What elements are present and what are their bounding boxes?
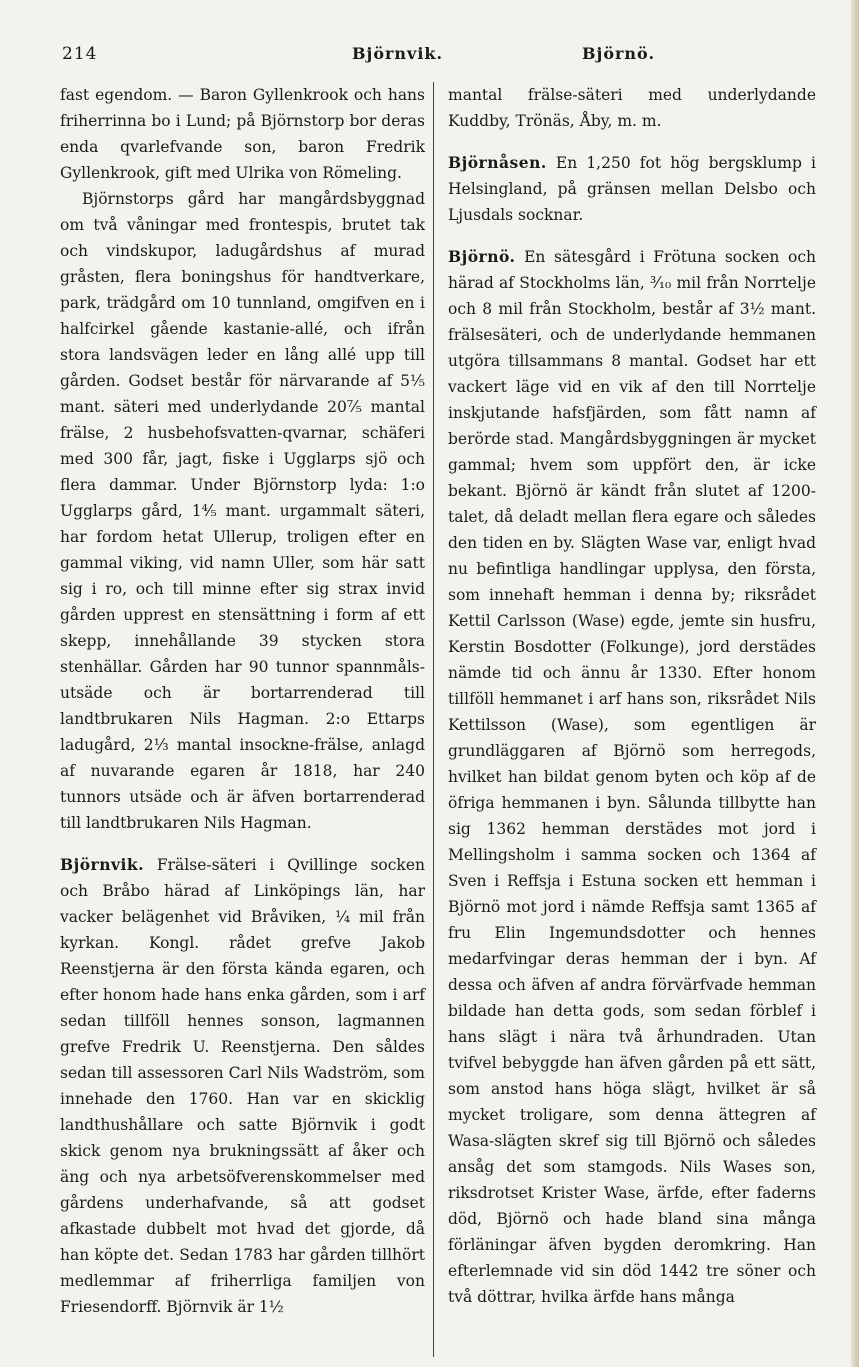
bjornstorp-description: Björnstorps gård har mangårdsbyggnad om två våningar med frontespis, brutet tak och vindskupor, ladugårdshus af murad gråsten, flera boningshus för handtverkare, park, trädgård om 10 tunnland, omgifven en i halfcirkel gående kastanie-allé, och ifrån stora landsvägen leder en lång allé upp till gården. Godset består för närvarande af 5⅕ mant. säteri med underlydande 20⁷⁄₅ mantal frälse, 2 husbehofsvatten-qvarnar, schäferi med 300 får, jagt, fiske i Ugglarps sjö och flera dammar. Under Björnstorp lyda: 1:o Ugglarps gård, 1⁴⁄₅ mant. urgammalt säteri, har fordom hetat Ullerup, troligen efter en gammal viking, vid namn Uller, som här satt sig i ro, och till minne efter sig strax invid gården upprest en stensättning i form af ett skepp, innehållande 39 stycken stora stenhällar. Gården har 90 tunnor spannmåls-utsäde och är bortarrenderad till landtbrukaren Nils Hagman. 2:o Ettarps ladugård, 2⅓ mantal insockne-frälse, anlagd af nuvarande egaren år 1818, har 240 tunnors utsäde och är äfven bortarrenderad till landtbrukaren Nils Hagman. bbox=[60, 190, 425, 832]
continuation-paragraph: mantal frälse-säteri med underlydande Kuddby, Trönäs, Åby, m. m. bbox=[448, 86, 816, 130]
entry-bjornvik bbox=[60, 852, 425, 1320]
entry-text: En sätesgård i Frötuna socken och härad af Stockholms län, ³⁄₁₀ mil från Norrtelje och 8 mil från Stockholm, består af 3½ mant. frälsesäteri, och de underlydande hemmanen utgöra tillsammans 8 mantal. Godset har ett vackert läge vid en vik af den till Norrtelje inskjutande hafsfjärden, som fått namn af berörde stad. Mangårdsbyggningen är mycket gammal; hvem som uppfört den, är icke bekant. Björnö är kändt från slutet af 1200-talet, då deladt mellan flera egare och således den tiden en by. Slägten Wase var, enligt hvad nu befintliga handlingar upplysa, den första, som innehaft hemman i denna by; riksrådet Kettil Carlsson (Wase) egde, jemte sin husfru, Kerstin Bosdotter (Folkunge), jord derstädes nämde tid och ännu år 1330. Efter honom tillföll hemmanet i arf hans son, riksrådet Nils Kettilsson (Wase), som egentligen är grundläggaren af Björnö som herregods, hvilket han bildat genom byten och köp af de öfriga hemmanen i byn. Sålunda tillbytte han sig 1362 hemman derstädes mot jord i Mellingsholm i samma socken och 1364 af Sven i Reffsja i Estuna socken ett hemman i Björnö mot jord i nämde Reffsja samt 1365 af fru Elin Ingemundsdotter och hennes medarfvingar deras hemman der i byn. Af dessa och äfven af andra förvärfvade hemman bildade han detta gods, som sedan förblef i hans slägt i nära två århundraden. Utan tvifvel bebyggde han äfven gården på ett sätt, som anstod hans höga slägt, hvilket är så mycket troligare, som denna ättegren af Wasa-slägten skref sig till Björnö och således ansåg det som stamgods. Nils Wases son, riksdrotset Krister Wase, ärfde, efter faderns död, Björnö och hade bland sina många förläningar äfven bygden deromkring. Han efterlemnade vid sin död 1442 tre söner och två döttrar, hvilka ärfde hans många bbox=[448, 248, 816, 1306]
continuation-paragraph: fast egendom. — Baron Gyllenkrook och hans friherrinna bo i Lund; på Björnstorp bor deras enda qvarlefvande son, baron Fredrik Gyllenkrook, gift med Ulrika von Römeling. bbox=[60, 86, 425, 182]
entry-bjorno bbox=[448, 244, 816, 1310]
running-head-right: Björnö. bbox=[582, 44, 656, 63]
scan-edge bbox=[851, 0, 859, 1367]
entry-bjornasen bbox=[448, 150, 816, 228]
entry-lemma: Björnvik. bbox=[60, 855, 145, 874]
column-divider bbox=[433, 82, 434, 1357]
entry-text: En 1,250 fot hög bergsklump i Helsingland, på gränsen mellan Delsbo och Ljusdals socknar. bbox=[448, 154, 816, 224]
running-head-left: Björnvik. bbox=[352, 44, 444, 63]
entry-text: Frälse-säteri i Qvillinge socken och Bråbo härad af Linköpings län, har vacker belägenhet vid Bråviken, ¼ mil från kyrkan. Kongl. rådet grefve Jakob Reenstjerna är den första kända egaren, och efter honom hade hans enka gården, som i arf sedan tillföll hennes sonson, lagmannen grefve Fredrik U. Reenstjerna. Den såldes sedan till assessoren Carl Nils Wadström, som innehade den 1760. Han var en skicklig landthushållare och satte Björnvik i godt skick genom nya brukningssätt af åker och äng och nya arbetsöfverenskommelser med gårdens underhafvande, så att godset afkastade dubbelt mot hvad det gjorde, då han köpte det. Sedan 1783 har gården tillhört medlemmar af friherrliga familjen von Friesendorff. Björnvik är 1½ bbox=[60, 856, 425, 1316]
page-header bbox=[62, 44, 829, 74]
page-number: 214 bbox=[62, 44, 98, 64]
entry-lemma: Björnö. bbox=[448, 247, 516, 266]
right-column bbox=[448, 82, 816, 1310]
entry-lemma: Björnåsen. bbox=[448, 153, 547, 172]
left-column bbox=[60, 82, 425, 1320]
